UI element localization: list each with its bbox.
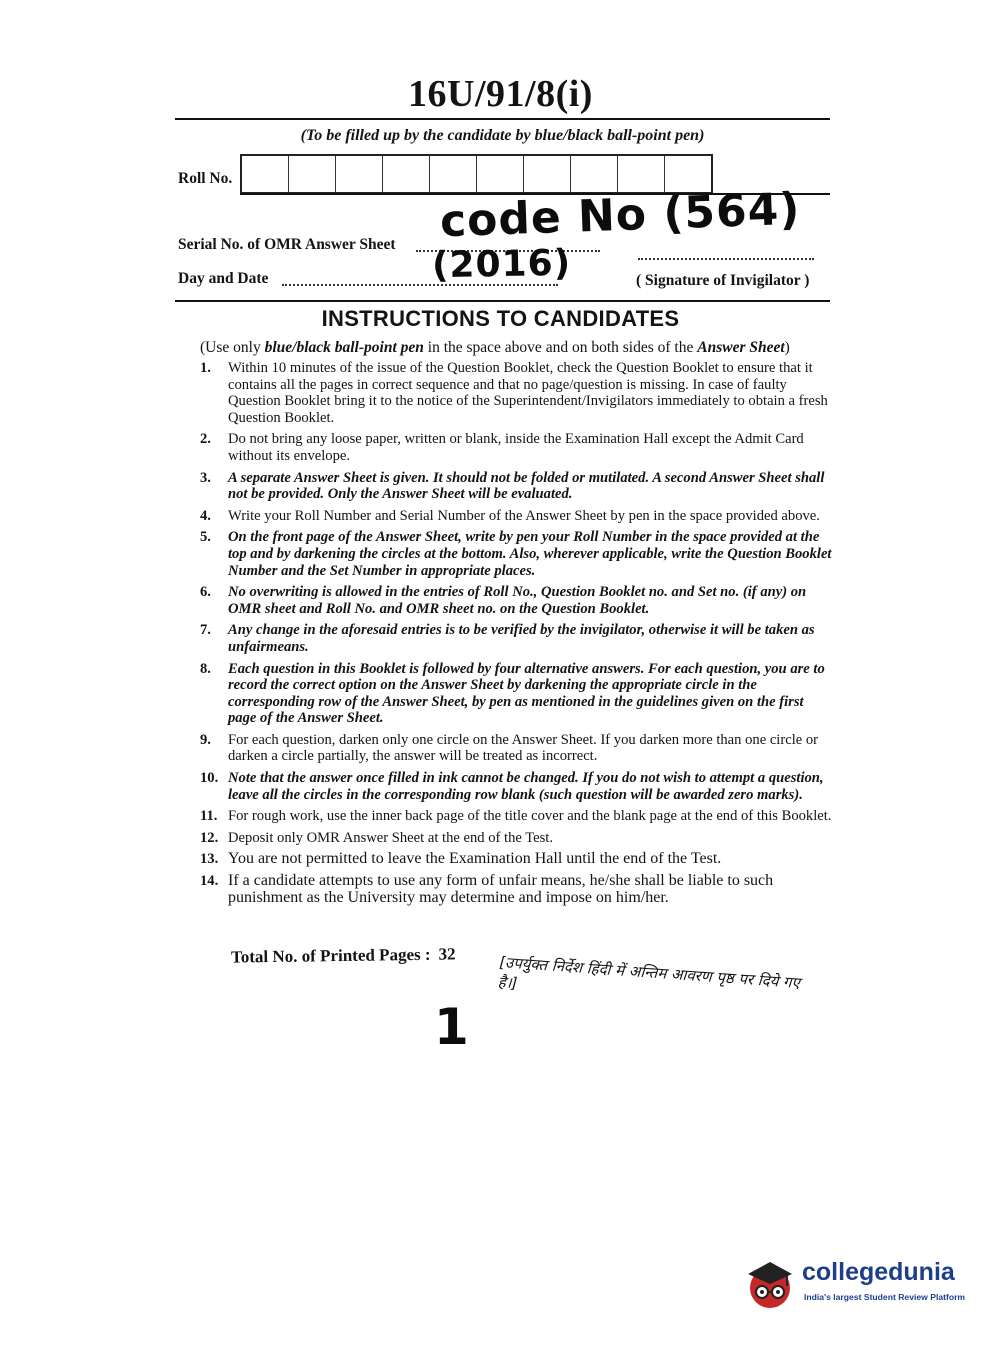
instruction-item [200, 770, 833, 803]
instruction-item [200, 873, 833, 906]
instruction-text: A separate Answer Sheet is given. It should not be folded or mutilated. A second Answer Sheet shall not be provided. Only the Answer Sheet will be evaluated. [228, 469, 825, 503]
instruction-number: 4. [200, 507, 211, 524]
instruction-text: Any change in the aforesaid entries is to be verified by the invigilator, otherwise it will be taken as unfairmeans. [228, 622, 815, 655]
instruction-text: On the front page of the Answer Sheet, write by pen your Roll Number in the space provided at the top and by darkening the circles at the bottom. Also, wherever applicable, write the Question Booklet Number and the Set Number in appropriate places. [228, 529, 832, 579]
roll-number-box[interactable] [242, 156, 289, 192]
roll-number-box[interactable] [430, 156, 477, 192]
roll-number-label: Roll No. [178, 170, 233, 187]
instruction-number: 6. [200, 584, 211, 601]
instruction-text: You are not permitted to leave the Examination Hall until the end of the Test. [228, 850, 722, 868]
instruction-number: 2. [200, 431, 211, 448]
instruction-number: 3. [200, 469, 211, 486]
mascot-icon [742, 1254, 798, 1310]
instruction-text: Note that the answer once filled in ink cannot be changed. If you do not wish to attempt a question, leave all the circles in the corresponding row blank (such question will be awarded zero marks). [228, 770, 824, 803]
instruction-text: If a candidate attempts to use any form of unfair means, he/she shall be liable to such punishment as the University may determine and impose on him/her. [228, 872, 774, 906]
instruction-number: 12. [200, 829, 219, 846]
printed-pages-label: Total No. of Printed Pages : [230, 944, 431, 967]
instruction-item [200, 830, 833, 847]
instructions-list [200, 360, 833, 911]
serial-number-label: Serial No. of OMR Answer Sheet [178, 236, 396, 253]
hindi-instruction-note: [उपर्युक्त निर्देश हिंदी में अन्तिम आवरण पृष्ठ पर दिये गए है।] [497, 952, 801, 993]
instruction-item [200, 360, 833, 426]
intro-text: (Use only [200, 339, 265, 356]
instruction-number: 7. [200, 622, 211, 639]
instruction-item [200, 470, 833, 503]
invigilator-signature-field[interactable] [638, 258, 814, 260]
intro-text-mid: in the space above and on both sides of the [423, 339, 698, 356]
handwritten-year-note: (2016) [431, 242, 572, 287]
instruction-text: Each question in this Booklet is followed by four alternative answers. For each question, you are to record the correct option on the Answer Sheet by darkening the appropriate circle in the corresponding row of the Answer Sheet, by pen as mentioned in the guidelines given on the first page of the Answer Sheet. [228, 660, 825, 727]
instruction-text: Within 10 minutes of the issue of the Question Booklet, check the Question Booklet to ensure that it contains all the pages in correct sequence and that no page/question is missing. In case of faulty Question Booklet bring it to the notice of the Superintendent/Invigilators immediately to obtain a fresh Question Booklet. [228, 360, 828, 426]
roll-number-box[interactable] [383, 156, 430, 192]
instruction-text: For each question, darken only one circle on the Answer Sheet. If you darken more than one circle or darken a circle partially, the answer will be treated as incorrect. [228, 731, 819, 765]
invigilator-signature-label: ( Signature of Invigilator ) [636, 272, 810, 289]
day-date-label: Day and Date [178, 270, 269, 287]
instructions-heading: INSTRUCTIONS TO CANDIDATES [321, 306, 680, 331]
brand-tagline: India's largest Student Review Platform [804, 1292, 966, 1302]
instruction-number: 10. [200, 770, 219, 787]
handwritten-page-number: 1 [434, 998, 469, 1056]
roll-number-box[interactable] [336, 156, 383, 192]
instruction-item [200, 732, 833, 765]
instruction-number: 8. [200, 660, 211, 677]
instruction-item [200, 508, 833, 525]
roll-number-box[interactable] [524, 156, 571, 192]
form-bottom-rule [175, 300, 830, 302]
fill-instruction: (To be filled up by the candidate by blue/black ball-point pen) [300, 127, 705, 144]
booklet-code: 16U/91/8(i) [408, 73, 593, 115]
instruction-number: 5. [200, 529, 211, 546]
instruction-number: 14. [200, 873, 219, 890]
instruction-number: 11. [200, 808, 218, 825]
roll-number-boxes[interactable] [240, 154, 713, 194]
instruction-item [200, 808, 833, 825]
instruction-item [200, 529, 833, 579]
brand-name: collegedunia [802, 1258, 955, 1286]
instruction-item [200, 622, 833, 655]
instruction-text: No overwriting is allowed in the entries of Roll No., Question Booklet no. and Set no. (if any) on OMR sheet and Roll No. and OMR sheet no. on the Question Booklet. [228, 584, 807, 617]
printed-pages-value: 32 [438, 944, 456, 964]
instruction-text: Write your Roll Number and Serial Number of the Answer Sheet by pen in the space provided above. [228, 507, 820, 524]
instruction-text: Deposit only OMR Answer Sheet at the end of the Test. [228, 829, 553, 846]
roll-number-box[interactable] [571, 156, 618, 192]
instruction-number: 1. [200, 360, 211, 376]
instruction-item [200, 584, 833, 617]
instruction-item [200, 661, 833, 727]
instruction-item [200, 431, 833, 464]
intro-text-end: ) [784, 339, 790, 356]
roll-number-box[interactable] [289, 156, 336, 192]
instructions-intro [200, 339, 840, 357]
instruction-number: 13. [200, 851, 219, 868]
collegedunia-logo [742, 1248, 972, 1318]
intro-emphasis: blue/black ball-point pen [264, 339, 424, 356]
top-rule [175, 118, 830, 120]
instruction-text: For rough work, use the inner back page of the title cover and the blank page at the end of this Booklet. [228, 808, 832, 825]
total-printed-pages [231, 944, 456, 967]
instruction-text: Do not bring any loose paper, written or blank, inside the Examination Hall except the Admit Card without its envelope. [228, 431, 804, 464]
roll-number-box[interactable] [477, 156, 524, 192]
handwritten-code-note: code No (564) [439, 183, 802, 248]
instruction-number: 9. [200, 731, 211, 748]
instruction-item [200, 851, 833, 868]
roll-number-box[interactable] [618, 156, 665, 192]
intro-answer-sheet: Answer Sheet [697, 339, 785, 356]
